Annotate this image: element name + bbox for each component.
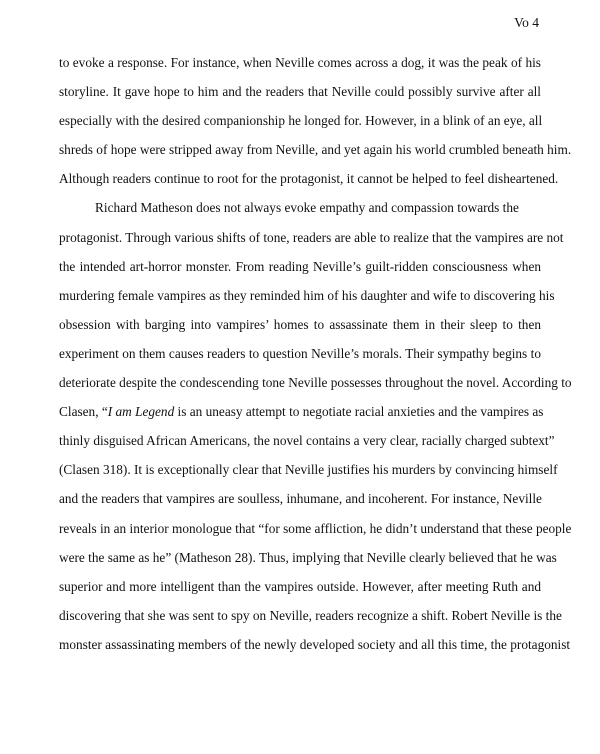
text-line: (Clasen 318). It is exceptionally clear that Neville justifies his murders by convincing himself [59, 462, 558, 478]
text-line: superior and more intelligent than the vampires outside. However, after meeting Ruth and [59, 578, 541, 594]
book-title: I am Legend [107, 404, 175, 420]
text-line: to evoke a response. For instance, when Neville comes across a dog, it was the peak of his [59, 55, 541, 70]
text-line: shreds of hope were stripped away from Neville, and yet again his world crumbled beneath him. [59, 142, 572, 158]
quote-prefix: Clasen, “ [59, 404, 108, 420]
running-head: Vo 4 [514, 15, 539, 30]
text-line: and the readers that vampires are soulless, inhumane, and incoherent. For instance, Neville [59, 491, 542, 507]
text-line: were the same as he” (Matheson 28). Thus, implying that Neville clearly believed that he was [59, 549, 557, 565]
paragraph-first-line: Richard Matheson does not always evoke empathy and compassion towards the [95, 200, 519, 216]
text-line: reveals in an interior monologue that “for some affliction, he didn’t understand that these people [59, 520, 572, 536]
text-line: protagonist. Through various shifts of tone, readers are able to realize that the vampires are not [59, 229, 564, 245]
text-line: monster assassinating members of the newly developed society and all this time, the protagonist [59, 636, 571, 652]
quote-suffix: is an uneasy attempt to negotiate racial anxieties and the vampires as [174, 404, 544, 420]
text-line: storyline. It gave hope to him and the readers that Neville could possibly survive after all [59, 84, 541, 100]
text-line: deteriorate despite the condescending tone Neville possesses throughout the novel. According to [59, 375, 572, 391]
text-line: especially with the desired companionship he longed for. However, in a blink of an eye, all [59, 113, 543, 129]
text-line-with-title [59, 402, 544, 431]
text-line: experiment on them causes readers to question Neville’s morals. Their sympathy begins to [59, 345, 541, 361]
essay-body [59, 53, 572, 664]
text-line: the intended art-horror monster. From reading Neville’s guilt-ridden consciousness when [59, 258, 541, 274]
text-line: discovering that she was sent to spy on Neville, readers recognize a shift. Robert Neville is the [59, 607, 562, 623]
text-line: thinly disguised African Americans, the novel contains a very clear, racially charged subtext” [59, 433, 555, 449]
text-line: murdering female vampires as they reminded him of his daughter and wife to discovering his [59, 287, 555, 303]
paragraph-end-line: Although readers continue to root for the protagonist, it cannot be helped to feel disheartened. [59, 171, 559, 187]
text-line: obsession with barging into vampires’ homes to assassinate them in their sleep to then [59, 316, 541, 332]
